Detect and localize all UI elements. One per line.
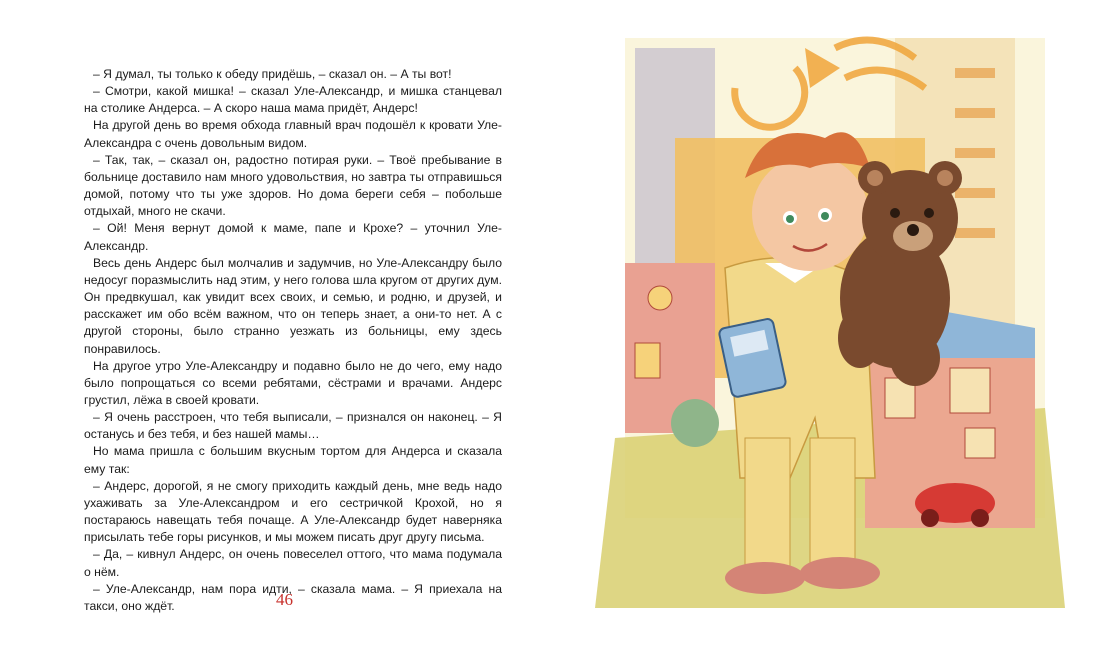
paragraph: – Да, – кивнул Андерс, он очень повеселел оттого, что мама подумала о нём.: [84, 547, 502, 579]
paragraph: Но мама пришла с большим вкусным тортом для Андерса и сказала ему так:: [84, 444, 502, 476]
paragraph: – Я думал, ты только к обеду придёшь, – сказал он. – А ты вот!: [93, 67, 452, 81]
paragraph: – Я очень расстроен, что тебя выписали, – признался он наконец. – Я останусь и без тебя, и без нашей мамы…: [84, 410, 502, 442]
paragraph: Весь день Андерс был молчалив и задумчив, но Уле-Александру было недосуг поразмыслить над этим, у него голова шла кругом от других дум. Он предвкушал, как увидит всех своих, и семью, и родню, и друзей, и расскажет им обо всём важном, что он теперь знает, а они-то нет. А с другой стороны, было странно уезжать из больницы, ему здесь понравилось.: [84, 255, 502, 356]
paragraph: На другой день во время обхода главный врач подошёл к кровати Уле-Александра с очень довольным видом.: [84, 118, 502, 150]
paragraph: – Так, так, – сказал он, радостно потирая руки. – Твоё пребывание в больнице доставило нам много удовольствия, но завтра ты отправишься домой, потому что ты уже здоров. Но дома береги себя – побольше отдыхай, много не скачи.: [84, 152, 502, 219]
paragraph: – Ой! Меня вернут домой к маме, папе и Крохе? – уточнил Уле-Александр.: [84, 221, 502, 253]
paragraph: – Андерс, дорогой, я не смогу приходить каждый день, мне ведь надо ухаживать за Уле-Александром и его сестричкой Крохой, но я постараюсь навещать тебя почаще. А Уле-Александр будет наверняка присылать тебе горы рисунков, и мы можем писать друг другу письма.: [84, 478, 502, 545]
toy-car: [915, 483, 995, 527]
page-number: 46: [276, 590, 293, 609]
paragraph: На другое утро Уле-Александру и подавно было не до чего, ему надо было попрощаться со всеми ребятами, сёстрами и врачами. Андерс грустил, лёжа в своей кровати.: [84, 358, 502, 407]
paragraph: – Смотри, какой мишка! – сказал Уле-Александр, и мишка станцевал на столике Андерса. – А скоро наша мама придёт, Андерс!: [84, 84, 502, 116]
text-page: [84, 66, 502, 615]
paragraph: – Уле-Александр, нам пора идти, – сказала мама. – Я приехала на такси, оно ждёт.: [84, 581, 502, 613]
illustration: [595, 8, 1065, 608]
